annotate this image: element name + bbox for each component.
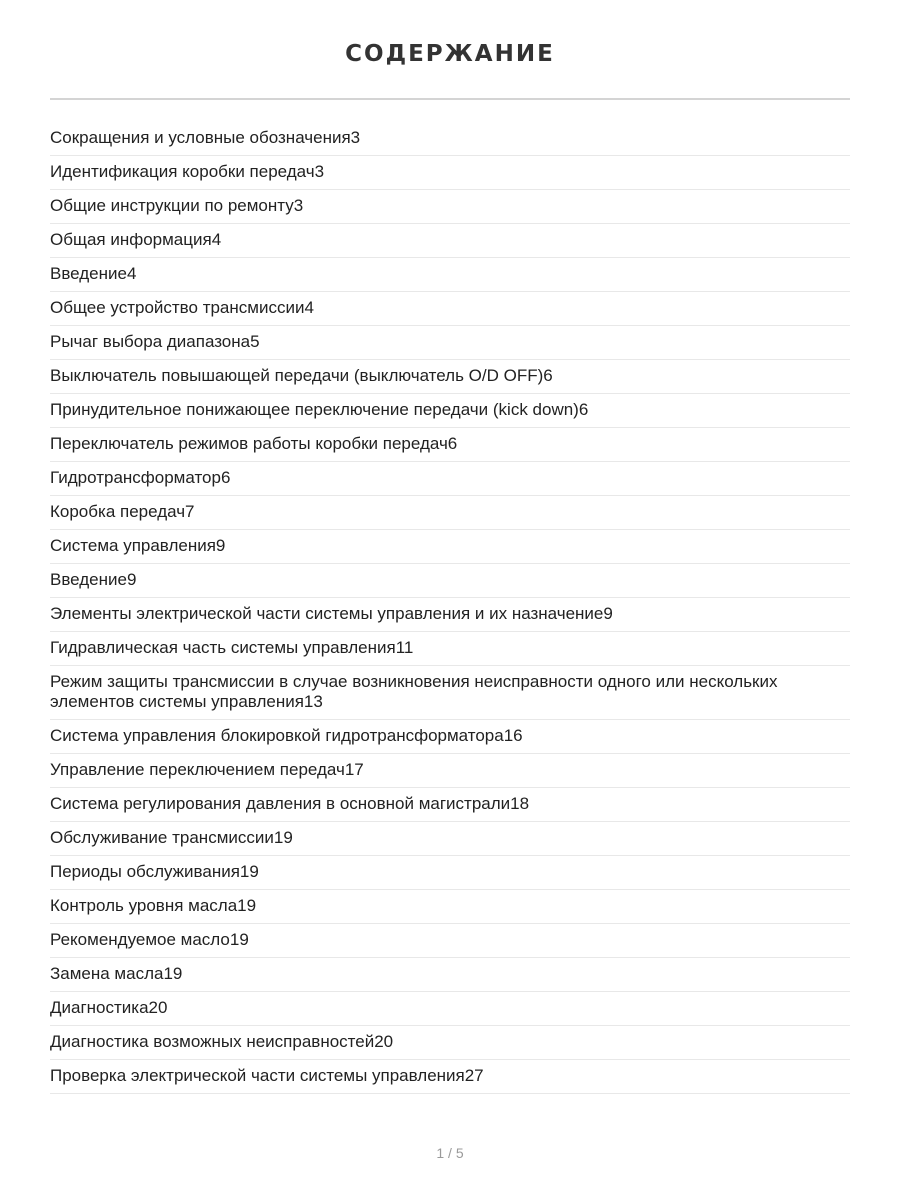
toc-entry[interactable]: Система регулирования давления в основной магистрали18 (50, 788, 850, 822)
toc-entry[interactable]: Рекомендуемое масло19 (50, 924, 850, 958)
toc-entry[interactable]: Введение4 (50, 258, 850, 292)
toc-entry[interactable]: Введение9 (50, 564, 850, 598)
document-page (50, 0, 850, 1094)
page-title: СОДЕРЖАНИЕ (345, 41, 555, 67)
toc-entry[interactable]: Общие инструкции по ремонту3 (50, 190, 850, 224)
toc-entry[interactable]: Система управления9 (50, 530, 850, 564)
toc-entry[interactable]: Режим защиты трансмиссии в случае возникновения неисправности одного или нескольких элементов системы управления13 (50, 666, 850, 720)
toc-entry[interactable]: Выключатель повышающей передачи (выключатель O/D OFF)6 (50, 360, 850, 394)
toc-entry[interactable]: Диагностика возможных неисправностей20 (50, 1026, 850, 1060)
toc-entry[interactable]: Общая информация4 (50, 224, 850, 258)
toc-entry[interactable]: Рычаг выбора диапазона5 (50, 326, 850, 360)
title-divider (50, 98, 850, 100)
toc-entry[interactable]: Гидротрансформатор6 (50, 462, 850, 496)
toc-entry[interactable]: Проверка электрической части системы управления27 (50, 1060, 850, 1094)
toc-entry[interactable]: Общее устройство трансмиссии4 (50, 292, 850, 326)
toc-entry[interactable]: Коробка передач7 (50, 496, 850, 530)
toc-entry[interactable]: Периоды обслуживания19 (50, 856, 850, 890)
toc-entry[interactable]: Принудительное понижающее переключение передачи (kick down)6 (50, 394, 850, 428)
toc-entry[interactable]: Управление переключением передач17 (50, 754, 850, 788)
toc-entry[interactable]: Обслуживание трансмиссии19 (50, 822, 850, 856)
toc-entry[interactable]: Элементы электрической части системы управления и их назначение9 (50, 598, 850, 632)
toc-entry[interactable]: Переключатель режимов работы коробки передач6 (50, 428, 850, 462)
toc-entry[interactable]: Контроль уровня масла19 (50, 890, 850, 924)
toc-entry[interactable]: Идентификация коробки передач3 (50, 156, 850, 190)
page-indicator: 1 / 5 (436, 1145, 464, 1161)
toc-entry[interactable]: Гидравлическая часть системы управления11 (50, 632, 850, 666)
table-of-contents (50, 122, 850, 1094)
toc-entry[interactable]: Замена масла19 (50, 958, 850, 992)
toc-entry[interactable]: Сокращения и условные обозначения3 (50, 122, 850, 156)
toc-entry[interactable]: Диагностика20 (50, 992, 850, 1026)
toc-entry[interactable]: Система управления блокировкой гидротрансформатора16 (50, 720, 850, 754)
